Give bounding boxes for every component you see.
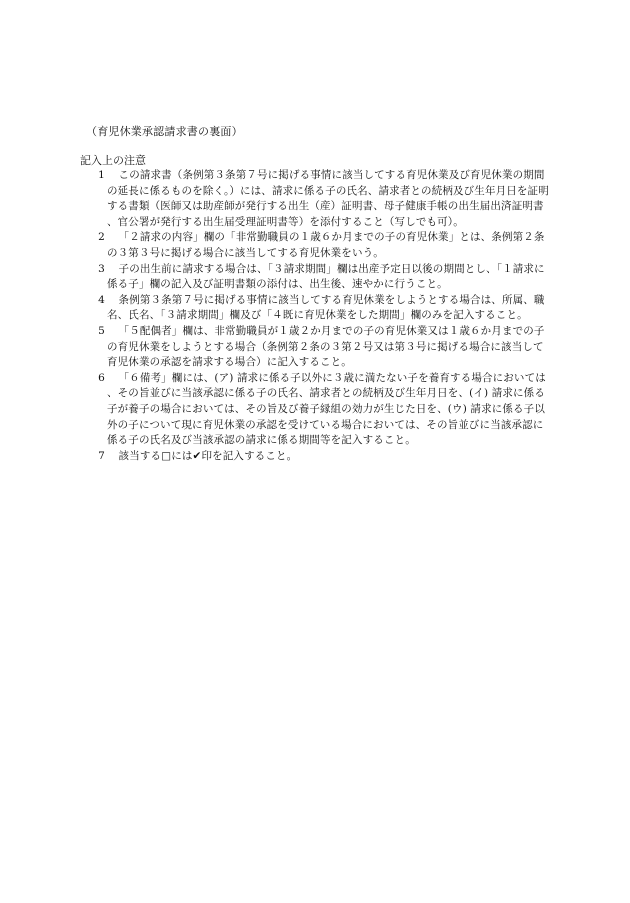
note-text: 条例第３条第７号に掲げる事情に該当してする育児休業をしようとする場合は、所属、職名、氏名、「３請求期間」欄及び「４既に育児休業をした期間」欄のみを記入すること。: [107, 293, 545, 322]
note-item-2: [84, 230, 554, 261]
note-number: 6: [98, 371, 105, 384]
note-text: 子の出生前に請求する場合は、「３請求期間」欄は出産予定日以後の期間とし、「１請求に係る子」欄の記入及び証明書類の添付は、出生後、速やかに行うこと。: [107, 262, 545, 291]
note-item-1: [84, 168, 554, 230]
note-item-3: [84, 262, 554, 293]
note-number: 1: [98, 169, 105, 181]
note-number: 2: [98, 231, 105, 244]
note-text: 「２請求の内容」欄の「非常勤職員の１歳６か月までの子の育児休業」とは、条例第２条の３第３号に掲げる場合に該当してする育児休業をいう。: [107, 231, 545, 259]
note-number: 3: [98, 262, 105, 275]
note-text: 「６備考」欄には、(ア) 請求に係る子以外に３歳に満たない子を養育する場合においては、その旨並びに当該承認に係る子の氏名、請求者との続柄及び生年月日を、(イ) 請求に係る子が養子の場合においては、その旨及び養子縁組の効力が生じた日を、(ウ) 請求に係る子以外の子について現に育児休業の承認を受けている場合においては、その旨並びに当該承認に係る子の氏名及び当該承認の請求に係る期間等を記入すること。: [107, 371, 546, 447]
note-number: 7: [98, 449, 105, 462]
note-text: 該当する□には✔印を記入すること。: [118, 449, 298, 462]
notes-heading: 記入上の注意: [80, 154, 146, 167]
page-heading: （育児休業承認請求書の裏面）: [86, 125, 243, 138]
note-item-7: [84, 449, 554, 465]
notes-list: [84, 168, 554, 464]
note-text: 「５配偶者」欄は、非常勤職員が１歳２か月までの子の育児休業又は１歳６か月までの子の育児休業をしようとする場合（条例第２条の３第２号又は第３号に掲げる場合に該当して育児休業の承認を請求する場合）に記入すること。: [107, 324, 545, 369]
note-item-6: [84, 371, 554, 449]
note-number: 5: [98, 324, 105, 337]
note-item-5: [84, 324, 554, 371]
note-item-4: [84, 293, 554, 324]
note-text: この請求書（条例第３条第７号に掲げる事情に該当してする育児休業及び育児休業の期間の延長に係るものを除く。）には、請求に係る子の氏名、請求者との続柄及び生年月日を証明する書類（医師又は助産師が発行する出生（産）証明書、母子健康手帳の出生届出済証明書、官公署が発行する出生届受理証明書等）を添付すること（写しでも可）。: [107, 169, 549, 228]
note-number: 4: [98, 293, 105, 306]
